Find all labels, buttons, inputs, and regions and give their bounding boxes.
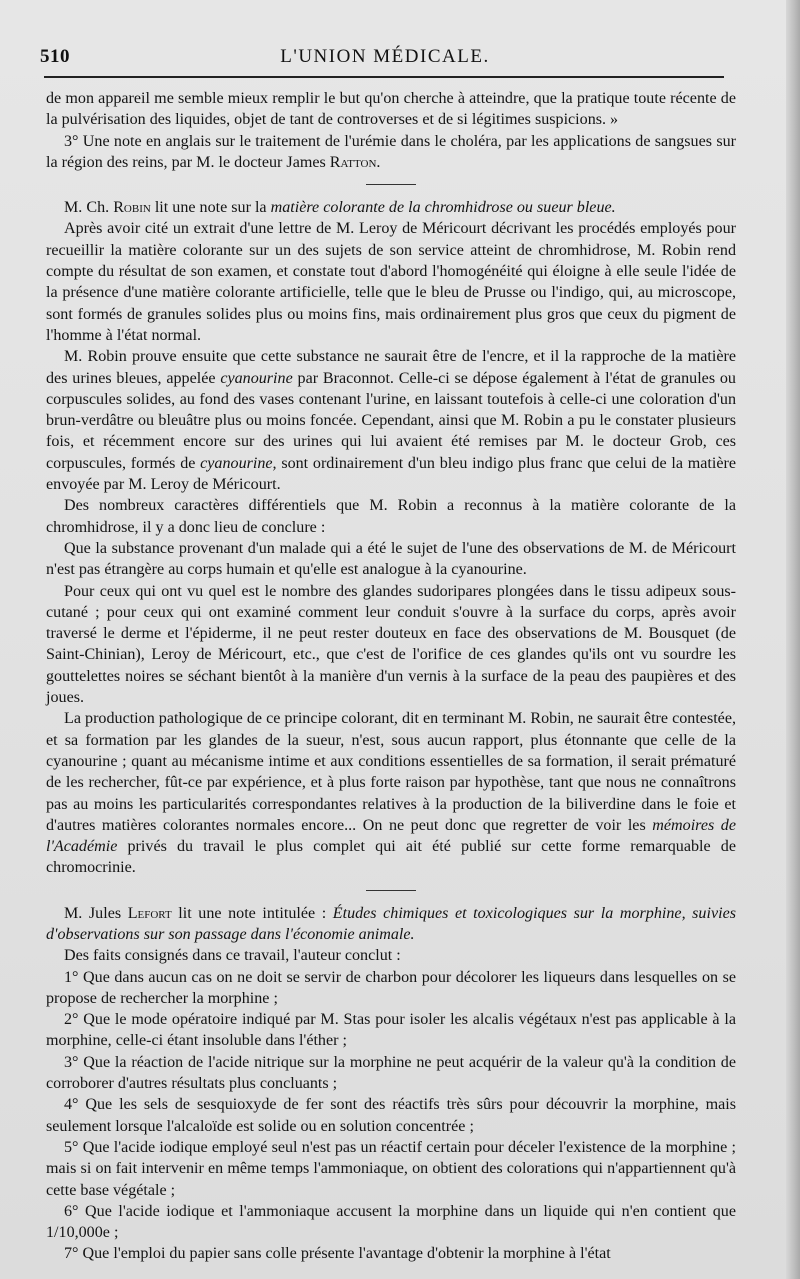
- list-item: 1° Que dans aucun cas on ne doit se servir de charbon pour décolorer les liqueurs dans lesquelles on se propose de rechercher la morphine ;: [46, 968, 736, 1007]
- note-title: Études chimiques et toxicologiques sur la morphine, suivies d'observations sur son passage dans l'économie animale.: [46, 904, 736, 943]
- paragraph: Après avoir cité un extrait d'une lettre de M. Leroy de Méricourt décrivant les procédés employés pour recueillir la matière colorante sur un des sujets de son service atteint de chromhidrose, M. Robin rend compte du résultat de son examen, et constate tout d'abord l'homogénéité qui éloigne à elle seule l'idée de la présence d'une matière colorante artificielle, telle que le bleu de Prusse ou l'indigo, qui, au microscope, sont formés de granules solides plus ou moins fins, mais ordinairement plus gros que ceux du pigment de l'homme à l'état normal.: [46, 220, 736, 344]
- paragraph: Pour ceux qui ont vu quel est le nombre des glandes sudoripares plongées dans le tissu adipeux sous-cutané ; pour ceux qui ont examiné comment leur conduit s'ouvre à la surface du corps, après avoir traversé le derme et l'épiderme, il ne peut rester douteux en face des observations de M. Bousquet (de Saint-Chinian), Leroy de Méricourt, etc., que c'est de l'orifice de ces glandes qu'ils ont vu sourdre les gouttelettes noires se séchant bientôt à la manière d'un vernis à la surface de la peau des paupières et des joues.: [46, 582, 736, 707]
- body-text: [46, 88, 736, 1265]
- list-item: 3° Que la réaction de l'acide nitrique sur la morphine ne peut acquérir de la valeur qu'à la condition de corroborer d'autres résultats plus concluants ;: [46, 1053, 736, 1093]
- section-intro: M. Jules Lefort lit une note intitulée : Études chimiques et toxicologiques sur la morphine, suivies d'observations sur son passage dans l'économie animale.: [46, 904, 736, 943]
- paragraph: La production pathologique de ce principe colorant, dit en terminant M. Robin, ne saurait être contestée, et sa formation par les glandes de la sueur, n'est, sous aucun rapport, plus étonnante que celle de la cyanourine ; quant au mécanisme intime et aux conditions essentielles de sa formation, il serait prématuré de les rechercher, fût-ce par expérience, et à plus forte raison par hypothèse, tant que nous ne connaîtrons pas au moins les particularités correspondantes relatives à la production de la biliverdine dans le foie et d'autres matières colorantes normales encore... On ne peut donc que regretter de voir les mémoires de l'Académie privés du travail le plus complet qui ait été publié sur cette forme remarquable de chromocrinie.: [46, 710, 737, 877]
- paragraph: 3° Une note en anglais sur le traitement de l'urémie dans le choléra, par les applications de sangsues sur la région des reins, par M. le docteur James Ratton.: [46, 132, 736, 171]
- page-number: 510: [40, 46, 70, 67]
- list-item: 7° Que l'emploi du papier sans colle présente l'avantage d'obtenir la morphine à l'état: [64, 1245, 611, 1263]
- paragraph: Des nombreux caractères différentiels que M. Robin a reconnus à la matière colorante de la chromhidrose, il y a donc lieu de conclure :: [46, 497, 736, 536]
- paragraph: M. Robin prouve ensuite que cette substance ne saurait être de l'encre, et il la rapproche de la matière des urines bleues, appelée cyanourine par Braconnot. Celle-ci se dépose également à l'état de granules ou corpuscules solides, au fond des vases contenant l'urine, en laissant toutefois à celle-ci une coloration d'un brun-verdâtre ou bleuâtre plus ou moins foncée. Cependant, ainsi que M. Robin a pu le constater plusieurs fois, et récemment encore sur des urines qui lui avaient été remises par M. le docteur Grob, ces corpuscules, formés de cyanourine, sont ordinairement d'un bleu indigo plus franc que celui de la matière envoyée par M. Leroy de Méricourt.: [46, 348, 736, 494]
- list-item: 6° Que l'acide iodique et l'ammoniaque accusent la morphine dans un liquide qui n'en contient que 1/10,000e ;: [46, 1202, 736, 1242]
- note-title: matière colorante de la chromhidrose ou sueur bleue.: [270, 199, 616, 217]
- section-separator: [366, 890, 416, 891]
- author-name: Lefort: [127, 904, 172, 922]
- author-name: Ratton: [329, 153, 377, 171]
- paragraph: Que la substance provenant d'un malade qui a été le sujet de l'une des observations de M. de Méricourt n'est pas étrangère au corps humain et qu'elle est analogue à la cyanourine.: [46, 539, 736, 579]
- author-name: Robin: [113, 199, 151, 217]
- paragraph: de mon appareil me semble mieux remplir le but qu'on cherche à atteindre, que la pratique toute récente de la pulvérisation des liquides, objet de tant de controverses et de si légitimes suspicions. »: [46, 90, 736, 129]
- page-edge-shadow: [786, 0, 800, 1279]
- section-separator: [366, 184, 416, 185]
- paragraph: Des faits consignés dans ce travail, l'auteur conclut :: [64, 947, 401, 965]
- header-rule: [44, 76, 724, 78]
- section-intro: M. Ch. Robin lit une note sur la matière colorante de la chromhidrose ou sueur bleue.: [64, 199, 616, 217]
- list-item: 2° Que le mode opératoire indiqué par M. Stas pour isoler les alcalis végétaux n'est pas applicable à la morphine, celle-ci étant insoluble dans l'éther ;: [46, 1011, 736, 1050]
- running-title: L'UNION MÉDICALE.: [280, 46, 490, 67]
- list-item: 5° Que l'acide iodique employé seul n'est pas un réactif certain pour déceler l'existence de la morphine ; mais si on fait intervenir en même temps l'ammoniaque, on obtient des colorations qui n'appartiennent qu'à cette base végétale ;: [46, 1138, 736, 1199]
- list-item: 4° Que les sels de sesquioxyde de fer sont des réactifs très sûrs pour découvrir la morphine, mais seulement lorsque l'alcaloïde est solide ou en solution concentrée ;: [46, 1096, 736, 1135]
- page-header: [40, 46, 730, 70]
